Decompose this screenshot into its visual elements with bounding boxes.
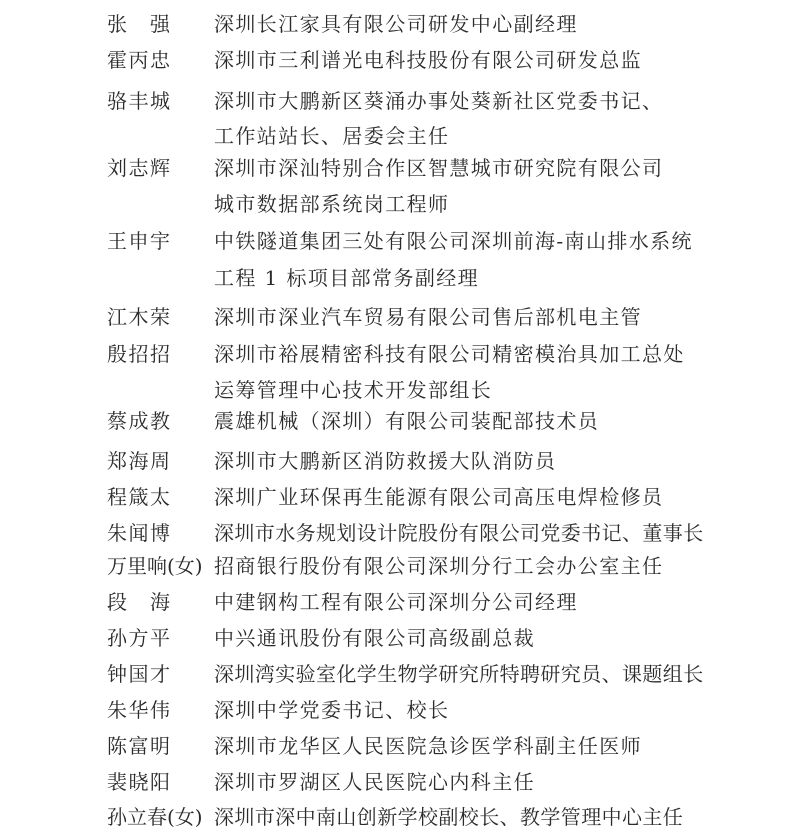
person-name: 骆丰城 [107, 89, 172, 113]
job-title-line: 中铁隧道集团三处有限公司深圳前海-南山排水系统 [214, 229, 693, 253]
job-title-line: 深圳广业环保再生能源有限公司高压电焊检修员 [214, 485, 664, 509]
person-name: 孙立春(女) [107, 805, 203, 829]
person-name: 郑海周 [107, 449, 172, 473]
job-title-line: 中兴通讯股份有限公司高级副总裁 [214, 626, 535, 650]
job-title-line: 深圳市罗湖区人民医院心内科主任 [214, 770, 535, 794]
job-title-line: 招商银行股份有限公司深圳分行工会办公室主任 [214, 554, 664, 578]
job-title-line: 深圳市三利谱光电科技股份有限公司研发总监 [214, 48, 642, 72]
job-title-line: 深圳中学党委书记、校长 [214, 698, 450, 722]
person-name: 张 强 [107, 12, 172, 36]
person-name: 朱闻博 [107, 521, 172, 545]
person-name: 朱华伟 [107, 698, 172, 722]
person-name: 霍丙忠 [107, 48, 172, 72]
job-title-line: 深圳市深汕特别合作区智慧城市研究院有限公司 [214, 156, 664, 180]
job-title-line: 城市数据部系统岗工程师 [214, 192, 450, 216]
job-title-line: 深圳市深业汽车贸易有限公司售后部机电主管 [214, 305, 642, 329]
person-name: 江木荣 [107, 305, 172, 329]
person-name: 段 海 [107, 590, 172, 614]
job-title-line: 深圳市大鹏新区葵涌办事处葵新社区党委书记、 [214, 89, 664, 113]
job-title-line: 深圳市深中南山创新学校副校长、教学管理中心主任 [214, 805, 684, 829]
job-title-line: 震雄机械（深圳）有限公司装配部技术员 [214, 409, 600, 433]
job-title-line: 深圳市大鹏新区消防救援大队消防员 [214, 449, 557, 473]
person-name: 王申宇 [107, 229, 172, 253]
job-title-line: 深圳市水务规划设计院股份有限公司党委书记、董事长 [214, 521, 704, 545]
person-name: 陈富明 [107, 734, 172, 758]
person-name: 刘志辉 [107, 156, 172, 180]
person-name: 程箴太 [107, 485, 172, 509]
person-name: 孙方平 [107, 626, 172, 650]
job-title-line: 深圳长江家具有限公司研发中心副经理 [214, 12, 578, 36]
job-title-line: 运筹管理中心技术开发部组长 [214, 378, 493, 402]
person-name: 蔡成教 [107, 409, 172, 433]
person-name: 钟国才 [107, 662, 172, 686]
job-title-line: 工程 1 标项目部常务副经理 [214, 266, 480, 290]
job-title-line: 深圳市龙华区人民医院急诊医学科副主任医师 [214, 734, 642, 758]
person-name: 殷招招 [107, 342, 172, 366]
person-name: 裴晓阳 [107, 770, 172, 794]
job-title-line: 工作站站长、居委会主任 [214, 124, 450, 148]
job-title-line: 中建钢构工程有限公司深圳分公司经理 [214, 590, 578, 614]
person-name: 万里响(女) [107, 554, 203, 578]
job-title-line: 深圳市裕展精密科技有限公司精密模治具加工总处 [214, 342, 685, 366]
job-title-line: 深圳湾实验室化学生物学研究所特聘研究员、课题组长 [214, 662, 704, 686]
